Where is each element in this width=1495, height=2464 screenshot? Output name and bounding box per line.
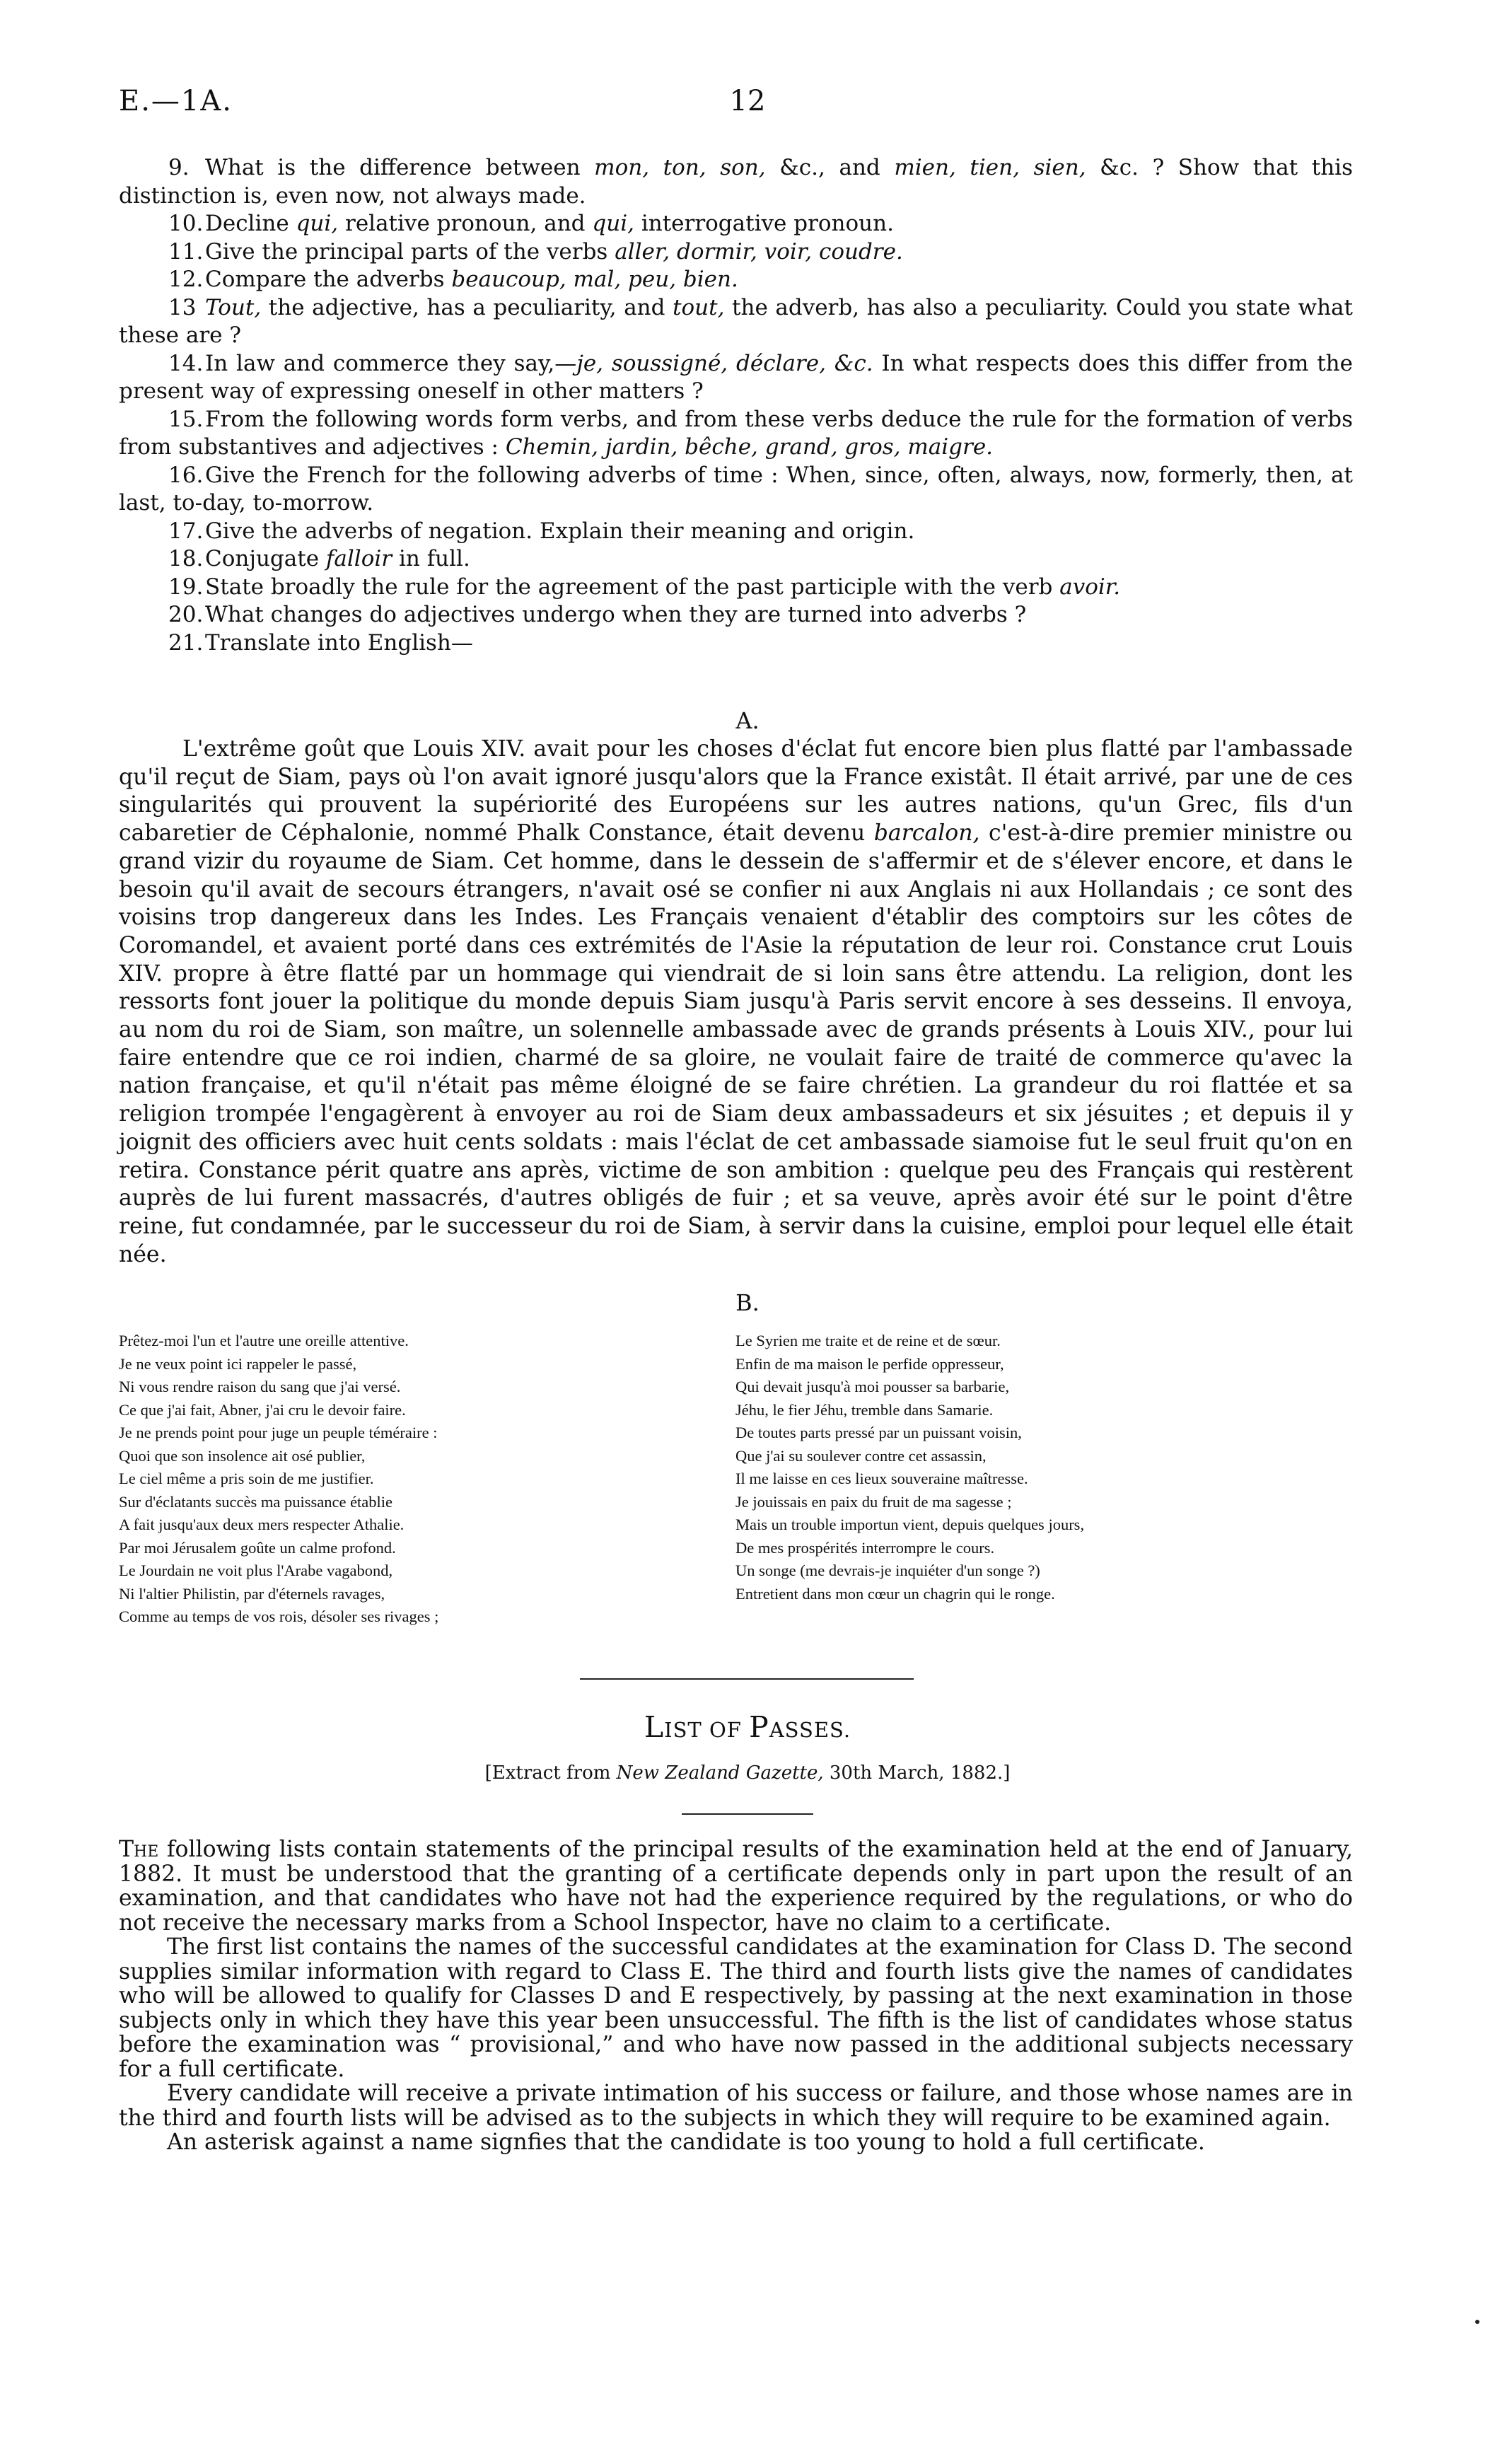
text-run: The	[119, 1837, 159, 1862]
text-run: Give the adverbs of negation. Explain their meaning and origin.	[205, 518, 915, 544]
question-list	[119, 154, 1353, 657]
poem-line: Ni vous rendre raison du sang que j'ai versé.	[119, 1378, 401, 1395]
question-item	[119, 518, 1353, 546]
text-run: The first list contains the names of the successful candidates at the examination for Class D. The second supplies similar information with regard to Class E. The third and fourth lists give the names of candidates who will be allowed to qualify for Classes D and E respectively, by passing at the next examination in those subjects only in which they have this year been unsuccessful. The fifth is the list of candidates whose status before the examination was “ provisional,” and who have now passed in the additional subjects necessary for a full certificate.	[119, 1934, 1353, 2082]
question-number: 18.	[168, 546, 204, 571]
question-item	[119, 545, 1353, 574]
poem-line: Le ciel même a pris soin de me justifier.	[119, 1470, 374, 1487]
text-run: 30th March, 1882.]	[823, 1762, 1011, 1784]
intro-paragraph	[119, 2130, 1353, 2155]
question-number: 17.	[168, 518, 204, 544]
question-item	[119, 629, 1353, 658]
text-run: Give the principal parts of the verbs	[205, 238, 615, 265]
poem-line: Il me laisse en ces lieux souveraine maîtresse.	[735, 1470, 1028, 1487]
italic-text: qui,	[296, 211, 339, 236]
question-item	[119, 210, 1353, 238]
poem-line: Entretient dans mon cœur un chagrin qui le ronge.	[735, 1584, 1055, 1603]
poem-line: Un songe (me devrais-je inquiéter d'un songe ?)	[735, 1562, 1040, 1579]
question-number: 13	[168, 294, 197, 320]
section-a-passage	[119, 736, 1353, 1269]
question-number: 9.	[168, 155, 190, 180]
question-number: 21.	[168, 629, 204, 656]
document-reference: E.—1A.	[119, 85, 233, 117]
poem-line: Ce que j'ai fait, Abner, j'ai cru le devoir faire.	[119, 1400, 406, 1419]
italic-text: qui,	[592, 211, 634, 236]
text-run: Translate into English—	[205, 629, 473, 656]
text-run: following lists contain statements of the principal results of the examination held at the end of January, 1882. It must be understood that the granting of a certificate depends only in part upon the result of an examination, and that candidates who have not had the experience required by the regulations, or who do not receive the necessary marks from a School Inspector, have no claim to a certificate.	[119, 1837, 1353, 1936]
text-run: L	[644, 1710, 665, 1744]
italic-text: Chemin, jardin, bêche, grand, gros, maigre.	[505, 434, 994, 460]
text-run: Give the French for the following adverbs of time : When, since, often, always, now, formerly, then, at last, to-day, to-morrow.	[119, 462, 1353, 516]
text-run: L'extrême goût que Louis XIV. avait pour les choses d'éclat fut encore bien plus flatté par l'ambassade qu'il reçut de Siam, pays où l'on avait ignoré jusqu'alors que la France existât. Il était arrivé, par une de ces singularités qui prouvent la supériorité des Européens sur les autres nations, qu'un Grec, fils d'un cabaretier de Céphalonie, nommé Phalk Constance, était devenu	[119, 736, 1353, 847]
question-item	[119, 406, 1353, 462]
title-underline	[682, 1813, 813, 1815]
italic-text: barcalon,	[873, 820, 980, 847]
poem-line: Qui devait jusqu'à moi pousser sa barbarie,	[735, 1378, 1010, 1395]
text-run: OF	[709, 1718, 750, 1742]
poem-line: Sur d'éclatants succès ma puissance établie	[119, 1492, 393, 1511]
poem-line: Je ne prends point pour juge un peuple téméraire :	[119, 1424, 438, 1441]
poem-line: Que j'ai su soulever contre cet assassin,	[735, 1446, 987, 1465]
question-number: 15.	[168, 406, 204, 432]
poem-line: De toutes parts pressé par un puissant voisin,	[735, 1424, 1022, 1441]
intro-paragraph	[119, 1935, 1353, 2081]
poem-right-column	[735, 1330, 1084, 1605]
section-a-heading: A.	[735, 707, 760, 734]
italic-text: New Zealand Gazette,	[616, 1762, 824, 1784]
text-run: In law and commerce they say,—	[205, 350, 577, 376]
poem-line: Je ne veux point ici rappeler le passé,	[119, 1354, 357, 1373]
text-run: In what respects does this differ from the present way of expressing oneself in other matters ?	[119, 350, 1353, 404]
question-number: 12.	[168, 267, 204, 292]
page-speck	[1475, 2320, 1479, 2324]
italic-text: mien, tien, sien,	[894, 155, 1086, 180]
poem-line: Le Jourdain ne voit plus l'Arabe vagabond,	[119, 1562, 393, 1579]
text-run: in full.	[392, 546, 470, 571]
question-item	[119, 154, 1353, 210]
gazette-extract-note	[0, 1762, 1495, 1784]
poem-line: Jéhu, le fier Jéhu, tremble dans Samarie.	[735, 1400, 994, 1419]
poem-line: Quoi que son insolence ait osé publier,	[119, 1446, 366, 1465]
poem-line: Ni l'altier Philistin, par d'éternels ravages,	[119, 1584, 385, 1603]
question-item	[119, 350, 1353, 406]
text-run: interrogative pronoun.	[634, 211, 894, 236]
italic-text: je, soussigné, déclare, &c.	[576, 350, 873, 376]
poem-line: Je jouissais en paix du fruit de ma sagesse ;	[735, 1492, 1012, 1511]
poem-line: Prêtez-moi l'un et l'autre une oreille attentive.	[119, 1332, 409, 1349]
text-run: Compare the adverbs	[205, 267, 452, 292]
text-run: ASSES.	[769, 1718, 851, 1742]
italic-text: avoir.	[1059, 574, 1121, 600]
poem-line: Comme au temps de vos rois, désoler ses rivages ;	[119, 1608, 439, 1625]
question-number: 11.	[168, 238, 204, 265]
question-number: 16.	[168, 462, 204, 488]
question-item	[119, 574, 1353, 602]
question-item	[119, 266, 1353, 294]
italic-text: Tout,	[205, 294, 262, 320]
text-run: &c. ? Show that this distinction is, even now, not always made.	[119, 155, 1353, 209]
text-run: &c., and	[765, 155, 895, 180]
text-run: the adjective, has a peculiarity, and	[261, 294, 673, 320]
page-number: 12	[729, 85, 766, 117]
text-run: From the following words form verbs, and from these verbs deduce the rule for the formation of verbs from substantives and adjectives :	[119, 406, 1353, 460]
text-run: Conjugate	[205, 546, 326, 571]
poem-left-column	[119, 1330, 438, 1629]
section-divider	[580, 1678, 914, 1680]
text-run: Decline	[205, 211, 296, 236]
text-run: What changes do adjectives undergo when they are turned into adverbs ?	[205, 602, 1027, 627]
list-of-passes-intro	[119, 1837, 1353, 2155]
question-number: 14.	[168, 350, 204, 376]
question-item	[119, 601, 1353, 629]
question-number: 19.	[168, 574, 204, 600]
intro-paragraph	[119, 2081, 1353, 2130]
poem-line: De mes prospérités interrompre le cours.	[735, 1538, 995, 1557]
italic-text: falloir	[325, 546, 392, 571]
poem-line: Le Syrien me traite et de reine et de sœur.	[735, 1332, 1001, 1349]
italic-text: mon, ton, son,	[594, 155, 766, 180]
poem-line: Par moi Jérusalem goûte un calme profond.	[119, 1538, 396, 1557]
text-run: c'est-à-dire premier ministre ou grand vizir du royaume de Siam. Cet homme, dans le dessein de s'affermir et de s'élever encore, et dans le besoin qu'il avait de secours étrangers, n'avait osé se confier ni aux Anglais ni aux Hollandais ; ce sont des voisins trop dangereux dans les Indes. Les Français venaient d'établir des comptoirs sur les côtes de Coromandel, et avaient porté dans ces extrémités de l'Asie la réputation de leur roi. Constance crut Louis XIV. propre à être flatté par un hommage qui viendrait de si loin sans être attendu. La religion, dont les ressorts font jouer la politique du monde depuis Siam jusqu'à Paris servit encore à ses desseins. Il envoya, au nom du roi de Siam, son maître, un solennelle ambassade avec de grands présents à Louis XIV., pour lui faire entendre que ce roi indien, charmé de sa gloire, ne voulait faire de traité de commerce qu'avec la nation française, et qu'il n'était pas même éloigné de se faire chrétien. La grandeur du roi flattée et sa religion trompée l'engagèrent à envoyer au roi de Siam deux ambassadeurs et six jésuites ; et depuis il y joignit des officiers avec huit cents soldats : mais l'éclat de cet ambassade siamoise fut le seul fruit qu'on en retira. Constance périt quatre ans après, victime de son ambition : quelque peu des Français qui restèrent auprès de lui furent massacrés, d'autres obligés de fuir ; et sa veuve, après avoir été sur le point d'être reine, fut condamnée, par le successeur du roi de Siam, à servir dans la cuisine, emploi pour lequel elle était née.	[119, 820, 1353, 1267]
question-item	[119, 294, 1353, 350]
italic-text: aller, dormir, voir, coudre.	[615, 238, 903, 265]
poem-line: Mais un trouble importun vient, depuis quelques jours,	[735, 1516, 1085, 1533]
text-run: relative pronoun, and	[338, 211, 593, 236]
section-b-heading: B.	[735, 1289, 760, 1316]
question-number: 10.	[168, 211, 204, 236]
text-run: [Extract from	[484, 1762, 617, 1784]
poem-line: Enfin de ma maison le perfide oppresseur,	[735, 1354, 1004, 1373]
italic-text: beaucoup, mal, peu, bien.	[451, 267, 738, 292]
question-item	[119, 462, 1353, 518]
text-run: the adverb, has also a peculiarity. Could you state what these are ?	[119, 294, 1353, 348]
page-header	[119, 85, 1376, 127]
italic-text: tout,	[673, 294, 725, 320]
intro-paragraph	[119, 1837, 1353, 1935]
text-run: An asterisk against a name signfies that the candidate is too young to hold a full certificate.	[167, 2129, 1205, 2155]
text-run: Every candidate will receive a private intimation of his success or failure, and those whose names are in the third and fourth lists will be advised as to the subjects in which they will require to be examined again.	[119, 2081, 1353, 2131]
text-run: State broadly the rule for the agreement of the past participle with the verb	[205, 574, 1060, 600]
question-number: 20.	[168, 602, 204, 627]
text-run: P	[749, 1710, 769, 1744]
list-of-passes-title	[0, 1710, 1495, 1744]
question-item	[119, 238, 1353, 267]
text-run: IST	[664, 1718, 709, 1742]
text-run: What is the difference between	[205, 155, 595, 180]
poem-line: A fait jusqu'aux deux mers respecter Athalie.	[119, 1516, 405, 1533]
